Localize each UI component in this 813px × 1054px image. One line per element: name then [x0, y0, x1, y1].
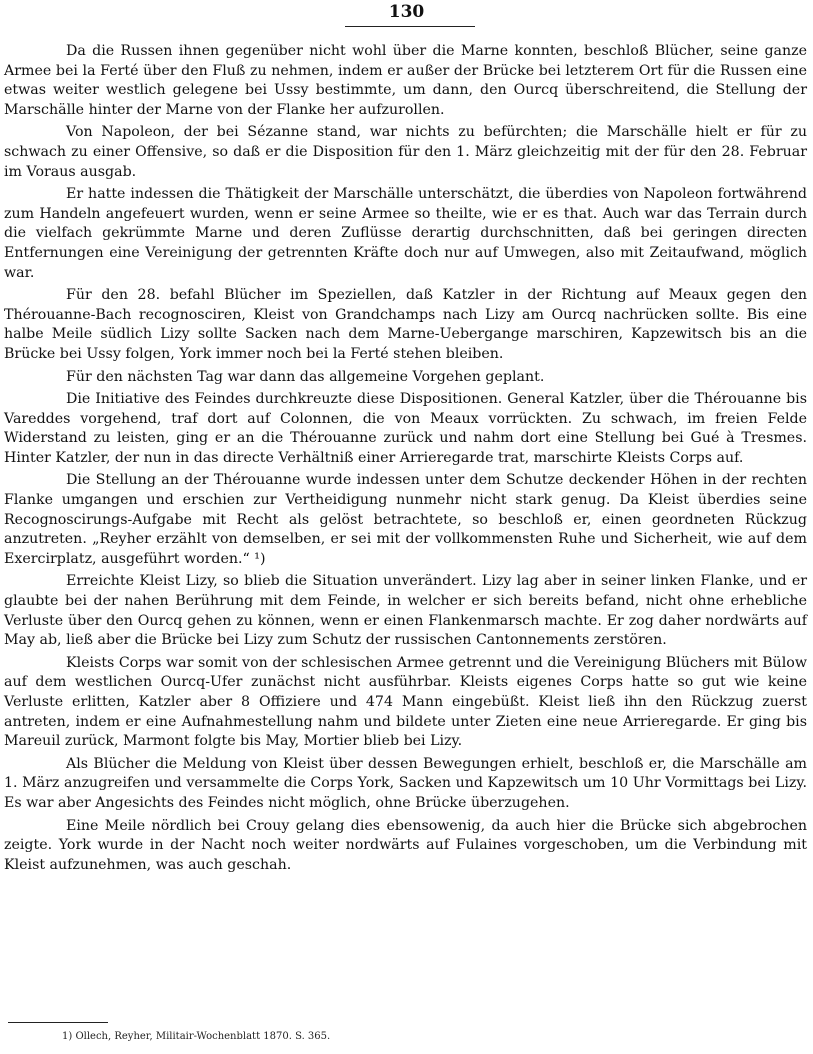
header-rule [345, 26, 475, 27]
paragraph-7: Die Stellung an der Thérouanne wurde indessen unter dem Schutze deckender Höhen in der rechten Flanke umgangen und erschien zur Vertheidigung nunmehr nicht stark genug. Da Kleist überdies seine Recognoscirungs-Aufgabe mit Recht als gelöst betrachtete, so beschloß er, einen geordneten Rückzug anzutreten. „Reyher erzählt von demselben, er sei mit der vollkommensten Ruhe und Sicherheit, wie auf dem Exercirplatz, ausgeführt worden.“ ¹) [4, 472, 807, 567]
body-text [4, 42, 807, 878]
paragraph-6: Die Initiative des Feindes durchkreuzte diese Dispositionen. General Katzler, über die Thérouanne bis Vareddes vorgehend, traf dort auf Colonnen, die von Meaux vorrückten. Zu schwach, im freien Felde Widerstand zu leisten, ging er an die Thérouanne zurück und nahm dort eine Stellung bei Gué à Tresmes. Hinter Katzler, der nun in das directe Verhältniß einer Arrieregarde trat, marschirte Kleists Corps auf. [4, 391, 807, 466]
paragraph-9: Kleists Corps war somit von der schlesischen Armee getrennt und die Vereinigung Blüchers mit Bülow auf dem westlichen Ourcq-Ufer zunächst nicht ausführbar. Kleists eigenes Corps hatte so gut wie keine Verluste erlitten, Katzler aber 8 Offiziere und 474 Mann eingebüßt. Kleist ließ ihn den Rückzug zuerst antreten, indem er eine Aufnahmestellung nahm und bildete unter Zieten eine neue Arrieregarde. Er ging bis Mareuil zurück, Marmont folgte bis May, Mortier blieb bei Lizy. [4, 654, 807, 750]
paragraph-1: Da die Russen ihnen gegenüber nicht wohl über die Marne konnten, beschloß Blücher, seine ganze Armee bei la Ferté über den Fluß zu nehmen, indem er außer der Brücke bei letzterem Ort für die Russen eine etwas weiter westlich gelegene bei Ussy bestimmte, um dann, den Ourcq überschreitend, die Stellung der Marschälle hinter der Marne von der Flanke her aufzurollen. [4, 43, 807, 118]
paragraph-3: Er hatte indessen die Thätigkeit der Marschälle unterschätzt, die überdies von Napoleon fortwährend zum Handeln angefeuert wurden, wenn er seine Armee so theilte, wie er es that. Auch war das Terrain durch die vielfach gekrümmte Marne und deren Zuflüsse derartig durchschnitten, daß bei geringen directen Entfernungen eine Vereinigung der getrennten Kräfte doch nur auf Umwegen, also mit Zeitaufwand, möglich war. [4, 186, 807, 281]
paragraph-4: Für den 28. befahl Blücher im Speziellen, daß Katzler in der Richtung auf Meaux gegen den Thérouanne-Bach recognosciren, Kleist von Grandchamps nach Lizy am Ourcq nachrücken sollte. Bis eine halbe Meile südlich Lizy sollte Sacken nach dem Marne-Uebergange marschiren, Kapzewitsch bis an die Brücke bei Ussy folgen, York immer noch bei la Ferté stehen bleiben. [4, 287, 807, 362]
page-number: 130 [388, 2, 425, 22]
footnote-rule [8, 1022, 108, 1023]
paragraph-5: Für den nächsten Tag war dann das allgemeine Vorgehen geplant. [66, 368, 545, 385]
paragraph-2: Von Napoleon, der bei Sézanne stand, war nichts zu befürchten; die Marschälle hielt er für zu schwach zu einer Offensive, so daß er die Disposition für den 1. März gleichzeitig mit der für den 28. Februar im Voraus ausgab. [4, 124, 807, 180]
paragraph-8: Erreichte Kleist Lizy, so blieb die Situation unverändert. Lizy lag aber in seiner linken Flanke, und er glaubte bei der nahen Berührung mit dem Feinde, in welcher er sich bereits befand, nicht ohne erhebliche Verluste über den Ourcq gehen zu können, wenn er einen Flankenmarsch machte. Er zog daher nordwärts auf May ab, ließ aber die Brücke bei Lizy zum Schutz der russischen Cantonnements zerstören. [4, 573, 807, 649]
footnote: 1) Ollech, Reyher, Militair-Wochenblatt 1870. S. 365. [62, 1031, 331, 1042]
paragraph-11: Eine Meile nördlich bei Crouy gelang dies ebensowenig, da auch hier die Brücke sich abgebrochen zeigte. York wurde in der Nacht noch weiter nordwärts auf Fulaines vorgeschoben, um die Verbindung mit Kleist aufzunehmen, was auch geschah. [4, 817, 807, 873]
paragraph-10: Als Blücher die Meldung von Kleist über dessen Bewegungen erhielt, beschloß er, die Marschälle am 1. März anzugreifen und versammelte die Corps York, Sacken und Kapzewitsch um 10 Uhr Vormittags bei Lizy. Es war aber Angesichts des Feindes nicht möglich, ohne Brücke überzugehen. [4, 755, 807, 811]
